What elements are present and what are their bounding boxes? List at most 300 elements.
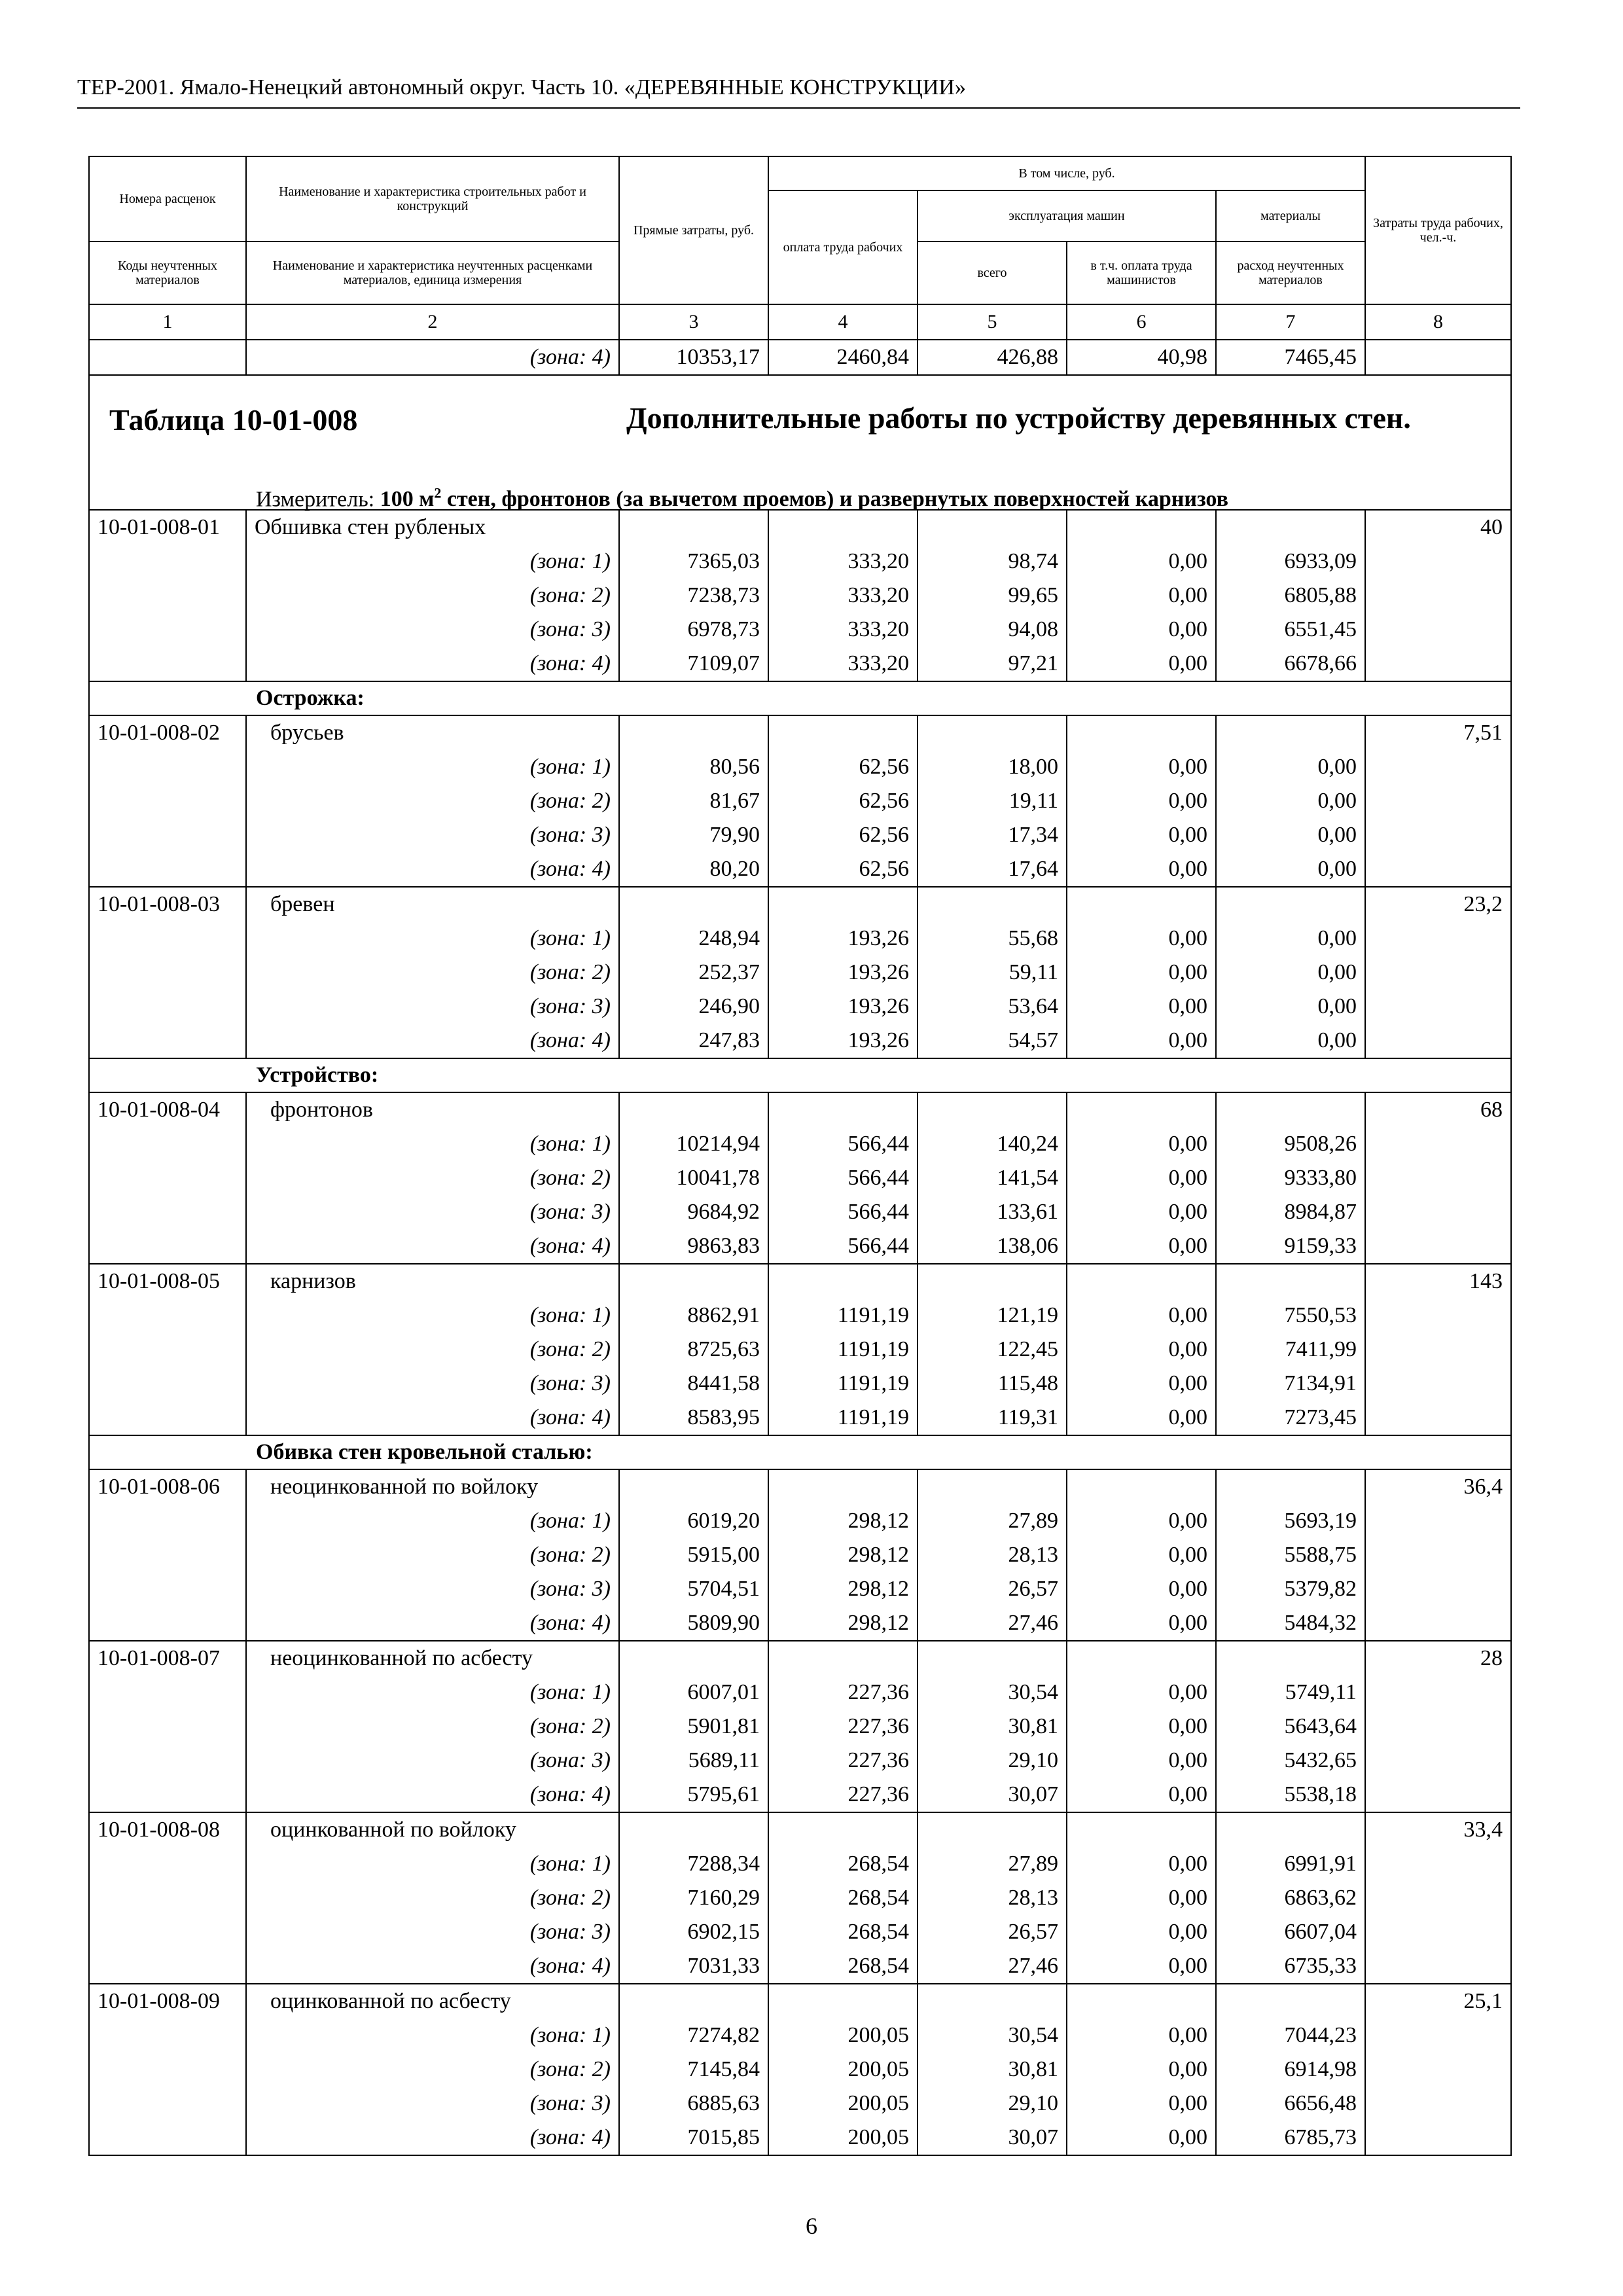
direct-cost: 5704,51 <box>619 1572 768 1606</box>
col-num: 3 <box>619 304 768 340</box>
materials-cost: 6551,45 <box>1216 613 1365 647</box>
machine-total: 98,74 <box>918 545 1067 579</box>
empty-cell <box>619 1469 768 1504</box>
zone-row <box>89 922 1511 956</box>
code-cell <box>89 1401 246 1435</box>
table-head <box>89 156 1511 340</box>
labor-wage: 298,12 <box>768 1504 918 1538</box>
zone-label: (зона: 2) <box>246 1333 619 1367</box>
materials-cost: 6678,66 <box>1216 647 1365 681</box>
col-num: 4 <box>768 304 918 340</box>
machinist-wage: 0,00 <box>1067 545 1216 579</box>
machine-total: 27,46 <box>918 1606 1067 1641</box>
labor-cost: 28 <box>1365 1641 1511 1676</box>
machine-total: 53,64 <box>918 990 1067 1024</box>
labor-wage: 200,05 <box>768 2053 918 2087</box>
zone-label: (зона: 2) <box>246 579 619 613</box>
machinist-wage: 0,00 <box>1067 1949 1216 1984</box>
code-cell <box>89 990 246 1024</box>
machine-total: 29,10 <box>918 2087 1067 2121</box>
th-machines: эксплуатация машин <box>918 190 1216 242</box>
materials-cost: 6805,88 <box>1216 579 1365 613</box>
empty-cell <box>619 1092 768 1127</box>
empty-cell <box>1067 1264 1216 1299</box>
machine-total: 141,54 <box>918 1161 1067 1195</box>
col-num: 7 <box>1216 304 1365 340</box>
rate-name: карнизов <box>246 1264 619 1299</box>
labor-cost-empty <box>1365 750 1511 784</box>
measurement-unit <box>256 480 1228 512</box>
materials-cost: 5484,32 <box>1216 1606 1365 1641</box>
col-num: 8 <box>1365 304 1511 340</box>
machine-total: 30,07 <box>918 2121 1067 2155</box>
code-cell <box>89 545 246 579</box>
th-direct: Прямые затраты, руб. <box>619 156 768 304</box>
carry-over-row <box>89 340 1511 375</box>
code-cell <box>89 1538 246 1572</box>
zone-label: (зона: 3) <box>246 1367 619 1401</box>
zone-label: (зона: 4) <box>246 2121 619 2155</box>
zone-row <box>89 1401 1511 1435</box>
empty-cell <box>768 510 918 545</box>
th-machines-total: всего <box>918 242 1067 304</box>
labor-cost-empty <box>1365 1915 1511 1949</box>
zone-label: (зона: 1) <box>246 1847 619 1881</box>
labor-wage: 193,26 <box>768 922 918 956</box>
code-cell <box>89 1195 246 1229</box>
zone-row <box>89 1367 1511 1401</box>
empty-cell <box>918 1092 1067 1127</box>
measurement-value: 100 м <box>380 487 435 512</box>
col-num: 1 <box>89 304 246 340</box>
empty-cell <box>768 1641 918 1676</box>
rate-code: 10-01-008-09 <box>89 1984 246 2018</box>
empty-cell <box>1216 510 1365 545</box>
code-cell <box>89 784 246 818</box>
group-heading: Устройство: <box>89 1058 1511 1092</box>
materials-cost: 5379,82 <box>1216 1572 1365 1606</box>
empty-cell <box>918 1469 1067 1504</box>
rate-code: 10-01-008-08 <box>89 1812 246 1847</box>
labor-wage: 333,20 <box>768 579 918 613</box>
materials-cost: 0,00 <box>1216 852 1365 887</box>
machine-total: 30,54 <box>918 2018 1067 2053</box>
direct-cost: 247,83 <box>619 1024 768 1058</box>
rate-name: фронтонов <box>246 1092 619 1127</box>
page-number: 6 <box>806 2213 817 2239</box>
direct-cost: 5915,00 <box>619 1538 768 1572</box>
machine-total: 59,11 <box>918 956 1067 990</box>
empty-cell <box>1067 510 1216 545</box>
rate-code: 10-01-008-03 <box>89 887 246 922</box>
zone-label: (зона: 3) <box>246 990 619 1024</box>
code-cell <box>89 1949 246 1984</box>
zone-row <box>89 1572 1511 1606</box>
table-title-row <box>89 375 1511 510</box>
empty-cell <box>1216 1092 1365 1127</box>
machine-total: 28,13 <box>918 1538 1067 1572</box>
labor-cost-empty <box>1365 1024 1511 1058</box>
materials-cost: 6607,04 <box>1216 1915 1365 1949</box>
zone-row <box>89 579 1511 613</box>
labor-wage: 566,44 <box>768 1229 918 1264</box>
code-cell <box>89 579 246 613</box>
direct-cost: 80,20 <box>619 852 768 887</box>
labor-cost-empty <box>1365 1229 1511 1264</box>
rate-name: брусьев <box>246 715 619 750</box>
rate-header-row <box>89 1641 1511 1676</box>
col-num: 2 <box>246 304 619 340</box>
machinist-wage: 0,00 <box>1067 1229 1216 1264</box>
machine-total: 115,48 <box>918 1367 1067 1401</box>
direct-cost: 81,67 <box>619 784 768 818</box>
zone-row <box>89 1847 1511 1881</box>
zone-row <box>89 545 1511 579</box>
labor-cost-empty <box>1365 990 1511 1024</box>
empty-cell <box>918 1984 1067 2018</box>
machine-total: 17,64 <box>918 852 1067 887</box>
rate-name: оцинкованной по войлоку <box>246 1812 619 1847</box>
materials-cost: 7550,53 <box>1216 1299 1365 1333</box>
rate-header-row <box>89 1092 1511 1127</box>
zone-row <box>89 1229 1511 1264</box>
materials-cost: 6933,09 <box>1216 545 1365 579</box>
code-cell <box>89 2087 246 2121</box>
zone-label: (зона: 3) <box>246 1572 619 1606</box>
zone-label: (зона: 1) <box>246 1127 619 1161</box>
empty-cell <box>1067 1984 1216 2018</box>
table-heading: Дополнительные работы по устройству деревянных стен. <box>626 401 1411 435</box>
rates-table <box>88 156 1512 2156</box>
machinist-wage: 0,00 <box>1067 852 1216 887</box>
direct-cost: 9684,92 <box>619 1195 768 1229</box>
materials-cost: 7044,23 <box>1216 2018 1365 2053</box>
zone-row <box>89 1778 1511 1812</box>
machinist-wage: 0,00 <box>1067 956 1216 990</box>
code-cell <box>89 1367 246 1401</box>
rate-name: Обшивка стен рубленых <box>246 510 619 545</box>
zone-label: (зона: 4) <box>246 340 619 375</box>
labor-cost: 36,4 <box>1365 1469 1511 1504</box>
zone-label: (зона: 4) <box>246 1606 619 1641</box>
machinist-wage: 0,00 <box>1067 1401 1216 1435</box>
machinist-wage: 0,00 <box>1067 1710 1216 1744</box>
labor-cost-empty <box>1365 1538 1511 1572</box>
direct-cost: 8862,91 <box>619 1299 768 1333</box>
machinist-wage: 0,00 <box>1067 1915 1216 1949</box>
machine-total: 28,13 <box>918 1881 1067 1915</box>
materials-cost: 6914,98 <box>1216 2053 1365 2087</box>
machinist-wage: 0,00 <box>1067 2053 1216 2087</box>
machinist-wage: 0,00 <box>1067 1606 1216 1641</box>
zone-label: (зона: 4) <box>246 647 619 681</box>
labor-wage: 227,36 <box>768 1676 918 1710</box>
empty-cell <box>1216 1264 1365 1299</box>
machinist-wage: 0,00 <box>1067 1367 1216 1401</box>
empty-cell <box>918 715 1067 750</box>
labor-cost-empty <box>1365 1161 1511 1195</box>
machine-total: 133,61 <box>918 1195 1067 1229</box>
labor-cost-empty <box>1365 1847 1511 1881</box>
materials-cost: 6735,33 <box>1216 1949 1365 1984</box>
direct-cost: 252,37 <box>619 956 768 990</box>
direct-cost: 6007,01 <box>619 1676 768 1710</box>
rate-name: оцинкованной по асбесту <box>246 1984 619 2018</box>
zone-label: (зона: 4) <box>246 1401 619 1435</box>
zone-label: (зона: 3) <box>246 2087 619 2121</box>
machinist-wage: 0,00 <box>1067 818 1216 852</box>
labor-wage: 268,54 <box>768 1949 918 1984</box>
labor-cost-empty <box>1365 1606 1511 1641</box>
code-cell <box>89 1744 246 1778</box>
labor-wage: 333,20 <box>768 647 918 681</box>
machinist-wage: 0,00 <box>1067 2121 1216 2155</box>
direct-cost: 6902,15 <box>619 1915 768 1949</box>
code-cell <box>89 2053 246 2087</box>
zone-label: (зона: 4) <box>246 852 619 887</box>
code-cell <box>89 1881 246 1915</box>
labor-cost-empty <box>1365 1504 1511 1538</box>
code-cell <box>89 1024 246 1058</box>
zone-label: (зона: 3) <box>246 818 619 852</box>
labor-wage: 193,26 <box>768 1024 918 1058</box>
materials-cost: 7411,99 <box>1216 1333 1365 1367</box>
direct-cost: 7365,03 <box>619 545 768 579</box>
materials-cost: 8984,87 <box>1216 1195 1365 1229</box>
machine-total: 29,10 <box>918 1744 1067 1778</box>
rate-header-row <box>89 510 1511 545</box>
code-cell <box>89 1778 246 1812</box>
machine-total: 27,46 <box>918 1949 1067 1984</box>
direct-cost: 7145,84 <box>619 2053 768 2087</box>
empty-cell <box>918 887 1067 922</box>
rate-code: 10-01-008-05 <box>89 1264 246 1299</box>
rate-header-row <box>89 1469 1511 1504</box>
rate-code: 10-01-008-04 <box>89 1092 246 1127</box>
zone-label: (зона: 4) <box>246 1778 619 1812</box>
direct-cost: 6978,73 <box>619 613 768 647</box>
labor-wage: 200,05 <box>768 2121 918 2155</box>
materials-cost: 0,00 <box>1216 750 1365 784</box>
zone-label: (зона: 3) <box>246 613 619 647</box>
labor-wage: 298,12 <box>768 1606 918 1641</box>
labor-wage: 566,44 <box>768 1195 918 1229</box>
labor-cost-empty <box>1365 956 1511 990</box>
zone-row <box>89 1161 1511 1195</box>
code-cell <box>89 1676 246 1710</box>
labor-wage: 62,56 <box>768 750 918 784</box>
rate-code: 10-01-008-02 <box>89 715 246 750</box>
zone-row <box>89 1744 1511 1778</box>
th-including: В том числе, руб. <box>768 156 1365 190</box>
empty-cell <box>619 715 768 750</box>
labor-cost: 25,1 <box>1365 1984 1511 2018</box>
code-cell <box>89 818 246 852</box>
machinist-wage: 0,00 <box>1067 784 1216 818</box>
zone-label: (зона: 3) <box>246 1744 619 1778</box>
labor-cost: 143 <box>1365 1264 1511 1299</box>
machine-total: 140,24 <box>918 1127 1067 1161</box>
labor-cost-empty <box>1365 1710 1511 1744</box>
labor-cost-empty <box>1365 2121 1511 2155</box>
empty-cell <box>918 1264 1067 1299</box>
zone-label: (зона: 2) <box>246 1710 619 1744</box>
machinist-wage: 0,00 <box>1067 1881 1216 1915</box>
zone-row <box>89 1949 1511 1984</box>
direct-cost: 248,94 <box>619 922 768 956</box>
empty-cell <box>619 887 768 922</box>
materials-cost: 5693,19 <box>1216 1504 1365 1538</box>
machine-total: 119,31 <box>918 1401 1067 1435</box>
labor-wage: 1191,19 <box>768 1299 918 1333</box>
direct-cost: 10353,17 <box>619 340 768 375</box>
labor-cost-empty <box>1365 2018 1511 2053</box>
rate-name: неоцинкованной по асбесту <box>246 1641 619 1676</box>
group-heading: Обивка стен кровельной сталью: <box>89 1435 1511 1469</box>
empty-cell <box>619 1641 768 1676</box>
labor-wage: 1191,19 <box>768 1401 918 1435</box>
labor-wage: 62,56 <box>768 784 918 818</box>
empty-cell <box>1067 1641 1216 1676</box>
direct-cost: 5809,90 <box>619 1606 768 1641</box>
machinist-wage: 0,00 <box>1067 2087 1216 2121</box>
labor-cost-empty <box>1365 1299 1511 1333</box>
labor-wage: 1191,19 <box>768 1367 918 1401</box>
empty-cell <box>619 1984 768 2018</box>
machinist-wage: 0,00 <box>1067 1024 1216 1058</box>
measurement-description: стен, фронтонов (за вычетом проемов) и развернутых поверхностей карнизов <box>441 487 1228 512</box>
col-num: 6 <box>1067 304 1216 340</box>
code-cell <box>89 1606 246 1641</box>
machinist-wage: 0,00 <box>1067 1504 1216 1538</box>
rate-name: неоцинкованной по войлоку <box>246 1469 619 1504</box>
th-labor-cost: Затраты труда рабочих, чел.-ч. <box>1365 156 1511 304</box>
labor-cost: 40 <box>1365 510 1511 545</box>
group-row <box>89 681 1511 715</box>
empty-cell <box>1216 1812 1365 1847</box>
group-row <box>89 1435 1511 1469</box>
machinist-wage: 0,00 <box>1067 1195 1216 1229</box>
materials-cost: 6656,48 <box>1216 2087 1365 2121</box>
labor-wage: 227,36 <box>768 1778 918 1812</box>
direct-cost: 10214,94 <box>619 1127 768 1161</box>
labor-cost-empty <box>1365 852 1511 887</box>
materials-cost: 0,00 <box>1216 818 1365 852</box>
labor-wage: 193,26 <box>768 956 918 990</box>
empty-cell <box>1216 1641 1365 1676</box>
machinist-wage: 0,00 <box>1067 1127 1216 1161</box>
empty-cell <box>1216 887 1365 922</box>
zone-row <box>89 2053 1511 2087</box>
materials-cost: 5588,75 <box>1216 1538 1365 1572</box>
labor-wage: 1191,19 <box>768 1333 918 1367</box>
machinist-wage: 0,00 <box>1067 1538 1216 1572</box>
th-name: Наименование и характеристика строительных работ и конструкций <box>246 156 619 242</box>
labor-cost-empty <box>1365 1367 1511 1401</box>
labor-cost-empty <box>1365 784 1511 818</box>
labor-wage: 227,36 <box>768 1710 918 1744</box>
table-body <box>89 340 1511 2155</box>
zone-label: (зона: 2) <box>246 956 619 990</box>
machine-total: 17,34 <box>918 818 1067 852</box>
machine-total: 54,57 <box>918 1024 1067 1058</box>
labor-wage: 268,54 <box>768 1847 918 1881</box>
machinist-wage: 0,00 <box>1067 750 1216 784</box>
direct-cost: 9863,83 <box>619 1229 768 1264</box>
code-cell <box>89 340 246 375</box>
rate-header-row <box>89 1264 1511 1299</box>
empty-cell <box>768 1984 918 2018</box>
zone-row <box>89 1881 1511 1915</box>
labor-cost-empty <box>1365 545 1511 579</box>
direct-cost: 8583,95 <box>619 1401 768 1435</box>
labor-wage: 193,26 <box>768 990 918 1024</box>
labor-wage: 566,44 <box>768 1127 918 1161</box>
direct-cost: 8441,58 <box>619 1367 768 1401</box>
direct-cost: 7274,82 <box>619 2018 768 2053</box>
empty-cell <box>768 1469 918 1504</box>
direct-cost: 7288,34 <box>619 1847 768 1881</box>
empty-cell <box>1067 887 1216 922</box>
zone-label: (зона: 2) <box>246 1538 619 1572</box>
direct-cost: 7031,33 <box>619 1949 768 1984</box>
labor-cost-empty <box>1365 1127 1511 1161</box>
direct-cost: 246,90 <box>619 990 768 1024</box>
zone-row <box>89 2018 1511 2053</box>
direct-cost: 79,90 <box>619 818 768 852</box>
th-codes-unaccounted: Коды неучтенных материалов <box>89 242 246 304</box>
empty-cell <box>619 1812 768 1847</box>
code-cell <box>89 1299 246 1333</box>
zone-label: (зона: 4) <box>246 1024 619 1058</box>
machine-total: 19,11 <box>918 784 1067 818</box>
labor-cost-empty <box>1365 818 1511 852</box>
labor-cost-empty <box>1365 1401 1511 1435</box>
empty-cell <box>918 1812 1067 1847</box>
zone-label: (зона: 3) <box>246 1915 619 1949</box>
machine-total: 30,81 <box>918 1710 1067 1744</box>
zone-row <box>89 1299 1511 1333</box>
machinist-wage: 0,00 <box>1067 1676 1216 1710</box>
th-codes: Номера расценок <box>89 156 246 242</box>
labor-wage: 62,56 <box>768 818 918 852</box>
zone-row <box>89 1915 1511 1949</box>
zone-label: (зона: 1) <box>246 1676 619 1710</box>
labor-wage: 298,12 <box>768 1538 918 1572</box>
labor-wage: 268,54 <box>768 1915 918 1949</box>
code-cell <box>89 2121 246 2155</box>
empty-cell <box>1067 1812 1216 1847</box>
zone-row <box>89 852 1511 887</box>
zone-row <box>89 956 1511 990</box>
labor-wage: 333,20 <box>768 613 918 647</box>
labor-wage: 298,12 <box>768 1572 918 1606</box>
zone-row <box>89 1504 1511 1538</box>
labor-cost-empty <box>1365 579 1511 613</box>
zone-row <box>89 1606 1511 1641</box>
machine-total: 26,57 <box>918 1572 1067 1606</box>
empty-cell <box>1216 1469 1365 1504</box>
page-header: ТЕР-2001. Ямало-Ненецкий автономный округ. Часть 10. «ДЕРЕВЯННЫЕ КОНСТРУКЦИИ» <box>77 73 1520 109</box>
labor-cost-empty <box>1365 613 1511 647</box>
zone-label: (зона: 3) <box>246 1195 619 1229</box>
empty-cell <box>1216 715 1365 750</box>
machinist-wage: 0,00 <box>1067 613 1216 647</box>
materials-cost: 6785,73 <box>1216 2121 1365 2155</box>
direct-cost: 8725,63 <box>619 1333 768 1367</box>
labor-cost: 68 <box>1365 1092 1511 1127</box>
materials-cost: 5432,65 <box>1216 1744 1365 1778</box>
